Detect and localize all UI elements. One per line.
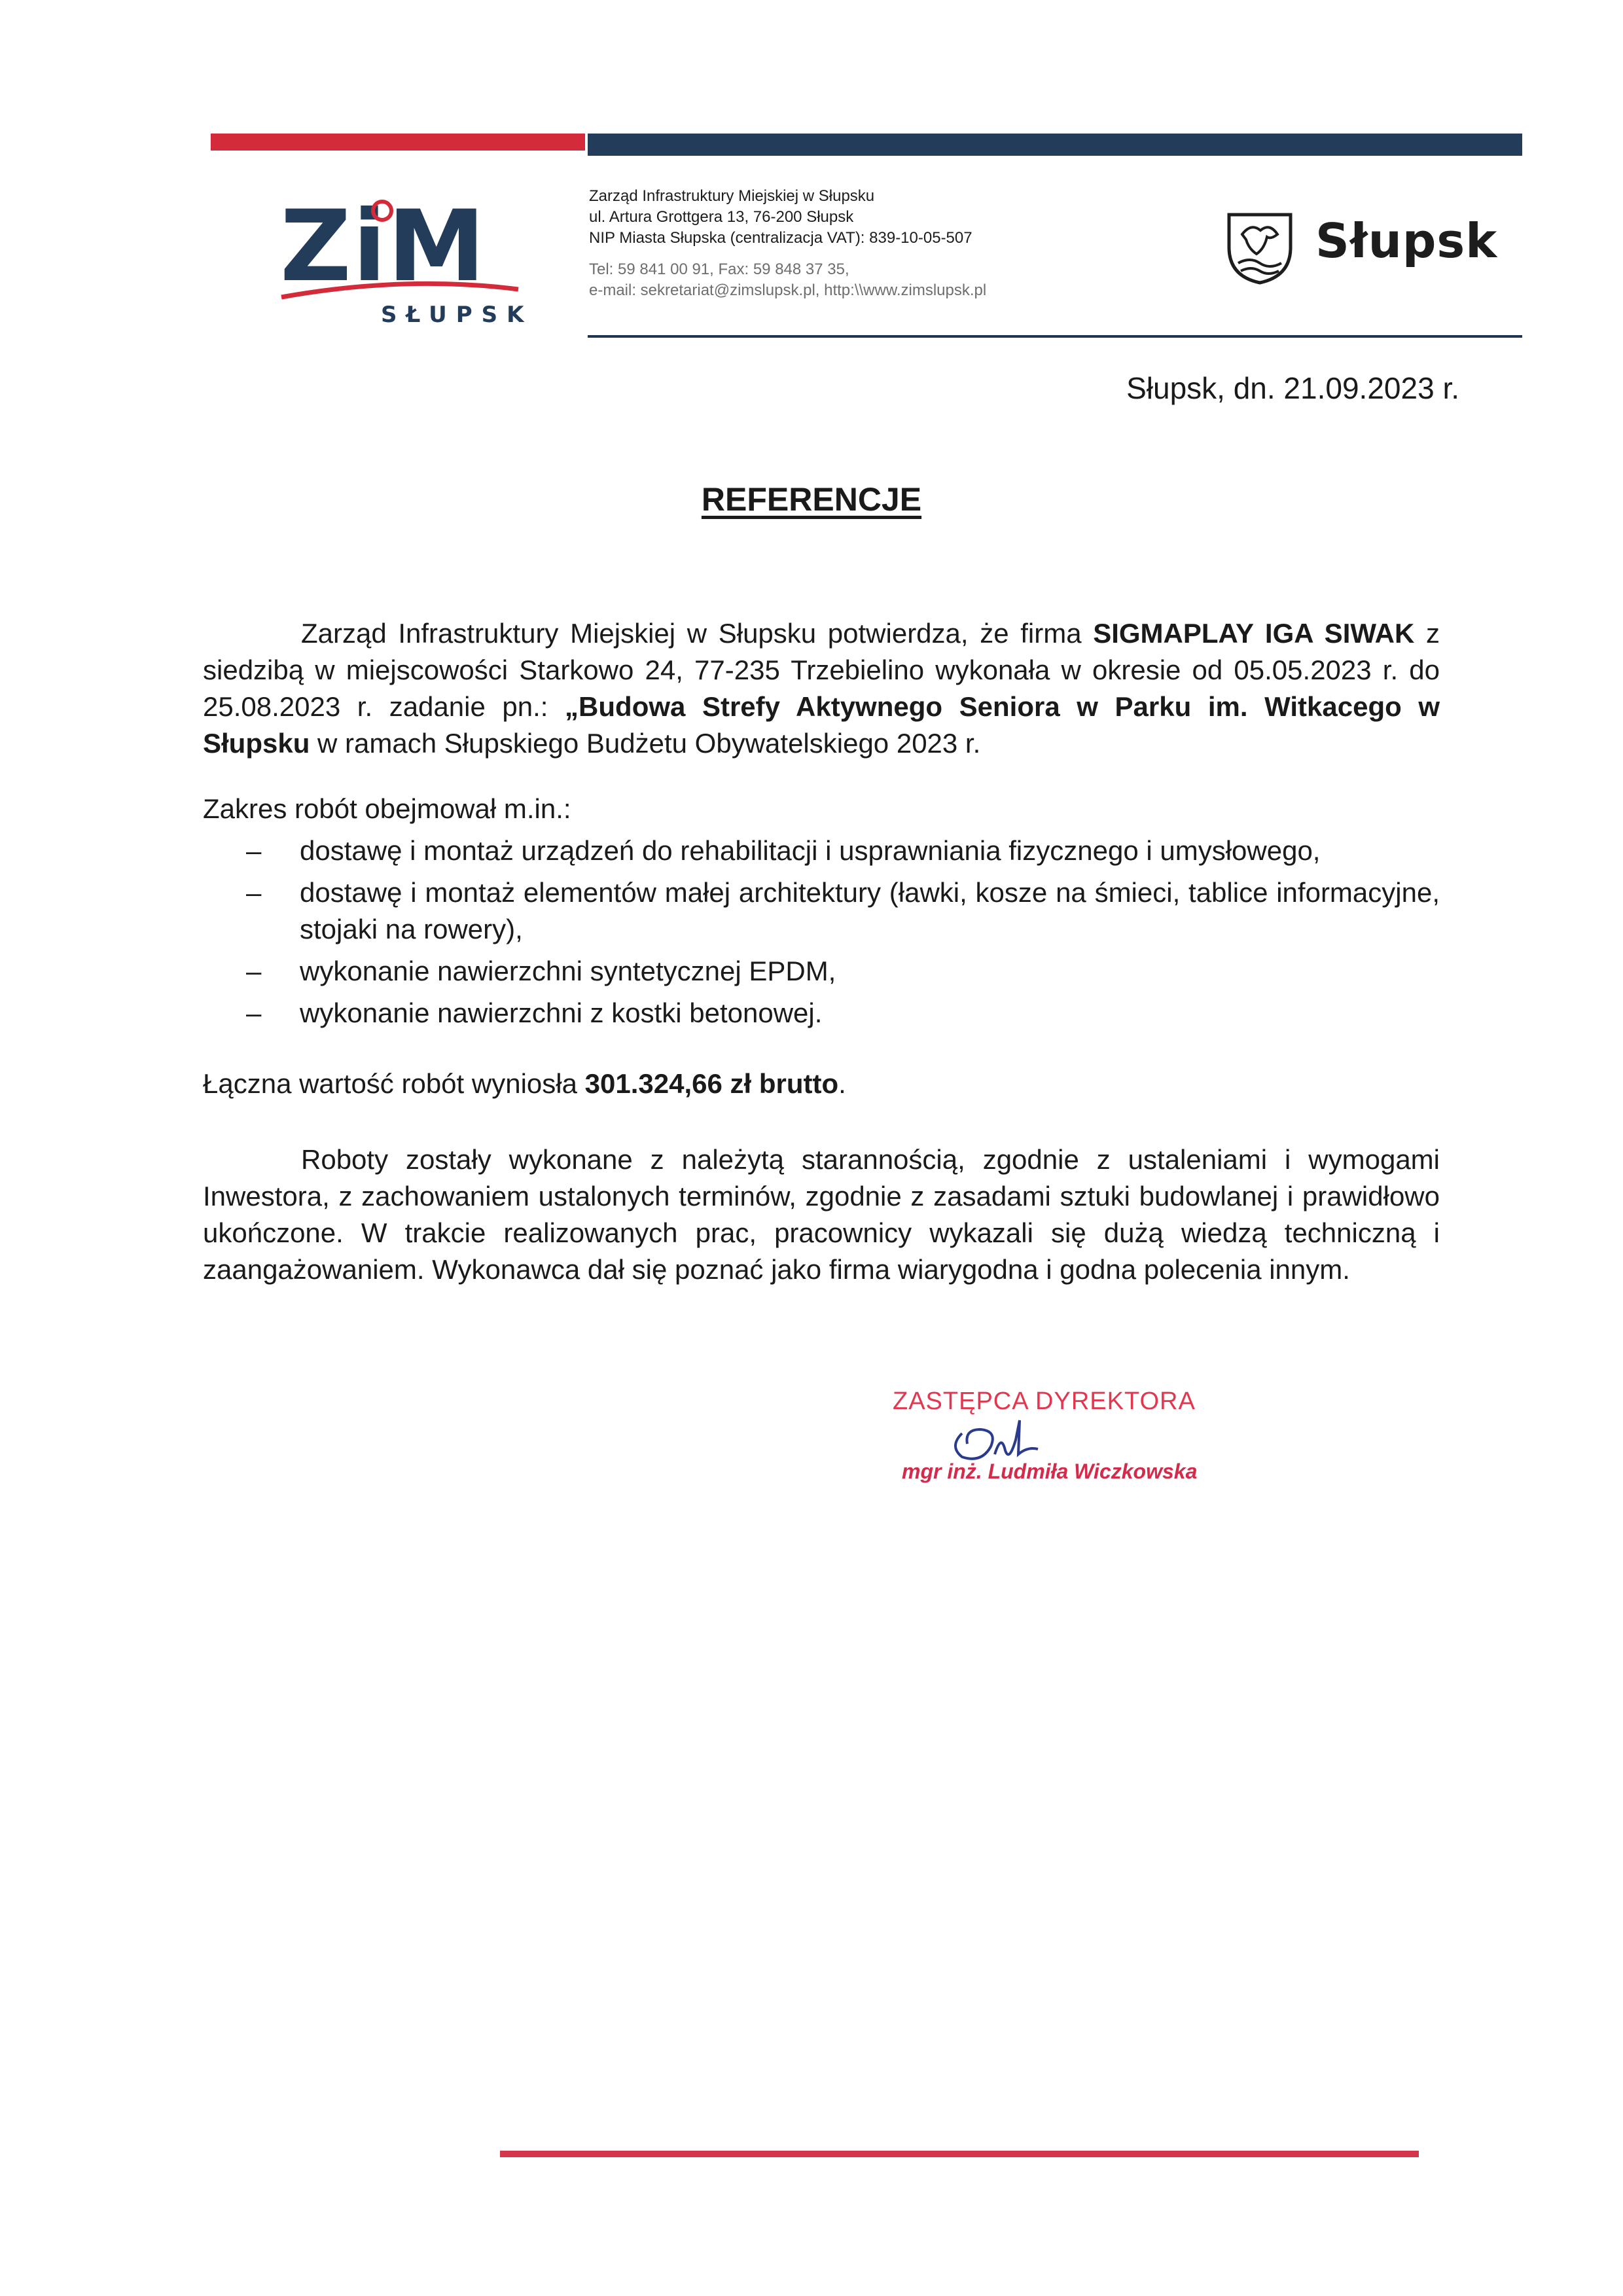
header-red-bar xyxy=(211,134,585,151)
task-name: „Budowa Strefy Aktywnego Seniora w Parku im. Witkacego w Słupsku xyxy=(203,691,1440,759)
dash-bullet: – xyxy=(246,877,262,908)
zim-logo xyxy=(275,191,537,329)
scope-list xyxy=(203,833,1440,1037)
list-item xyxy=(203,953,1440,990)
total-amount: 301.324,66 zł brutto xyxy=(584,1068,839,1099)
stamp-role: ZASTĘPCA DYREKTORA xyxy=(893,1388,1196,1415)
dash-bullet: – xyxy=(246,835,262,866)
contact-line: NIP Miasta Słupska (centralizacja VAT): 839-10-05-507 xyxy=(589,229,972,247)
header-navy-bar xyxy=(588,134,1522,156)
header-divider xyxy=(588,335,1522,338)
para-text: Roboty zostały wykonane z należytą starannością, zgodnie z ustaleniami i wymogami Inwestora, z zachowaniem ustalonych terminów, zgodnie z zasadami sztuki budowlanej i prawidłowo ukończone. W trakcie realizowanych prac, pracownicy wykazali się dużą wiedzą techniczną i zaangażowaniem. Wykonawca dał się poznać jako firma wiarygodna i godna polecenia innym. xyxy=(203,1144,1440,1285)
zim-logo-graphic xyxy=(275,191,537,329)
dash-bullet: – xyxy=(246,956,262,986)
total-end: . xyxy=(838,1068,846,1099)
contact-line: Zarząd Infrastruktury Miejskiej w Słupsku xyxy=(589,187,875,205)
list-item xyxy=(203,995,1440,1031)
document-title: REFERENCJE xyxy=(701,481,922,518)
signatory-name: mgr inż. Ludmiła Wiczkowska xyxy=(902,1460,1198,1483)
assessment-paragraph xyxy=(203,1141,1440,1288)
para-text: w ramach Słupskiego Budżetu Obywatelskiego 2023 r. xyxy=(310,728,981,759)
para-text: Zarząd Infrastruktury Miejskiej w Słupsku potwierdza, że firma xyxy=(301,618,1094,649)
list-item-text: wykonanie nawierzchni z kostki betonowej. xyxy=(300,997,823,1028)
slupsk-wordmark: Słupsk xyxy=(1315,213,1498,268)
contact-email: e-mail: sekretariat@zimslupsk.pl, http:\\www.zimslupsk.pl xyxy=(589,281,987,299)
handwritten-signature xyxy=(942,1407,1060,1466)
total-label: Łączna wartość robót wyniosła xyxy=(203,1068,585,1099)
para-text: z siedzibą w miejscowości Starkowo 24, 77-235 Trzebielino wykonała w okresie od 05.05.2023 r. do 25.08.2023 r. zadanie pn.: xyxy=(203,618,1440,722)
zim-logo-text: ZiM xyxy=(280,191,487,304)
header-contact xyxy=(589,186,1178,301)
slupsk-crest-icon xyxy=(1224,208,1296,287)
list-item xyxy=(203,833,1440,869)
contact-phone: Tel: 59 841 00 91, Fax: 59 848 37 35, xyxy=(589,260,849,278)
contact-line: ul. Artura Grottgera 13, 76-200 Słupsk xyxy=(589,208,854,226)
list-item xyxy=(203,874,1440,948)
zim-logo-subtext: SŁUPSK xyxy=(381,302,533,328)
footer-red-bar xyxy=(500,2151,1419,2157)
reference-paragraph xyxy=(203,615,1440,762)
total-value-line xyxy=(203,1066,1440,1102)
list-item-text: dostawę i montaż urządzeń do rehabilitacji i usprawniania fizycznego i umysłowego, xyxy=(300,835,1321,866)
company-name: SIGMAPLAY IGA SIWAK xyxy=(1093,618,1415,649)
list-item-text: wykonanie nawierzchni syntetycznej EPDM, xyxy=(300,956,836,986)
list-item-text: dostawę i montaż elementów małej architektury (ławki, kosze na śmieci, tablice informacyjne, stojaki na rowery), xyxy=(300,877,1440,944)
dash-bullet: – xyxy=(246,997,262,1028)
scope-intro: Zakres robót obejmował m.in.: xyxy=(203,793,571,824)
document-date: Słupsk, dn. 21.09.2023 r. xyxy=(1126,371,1459,405)
